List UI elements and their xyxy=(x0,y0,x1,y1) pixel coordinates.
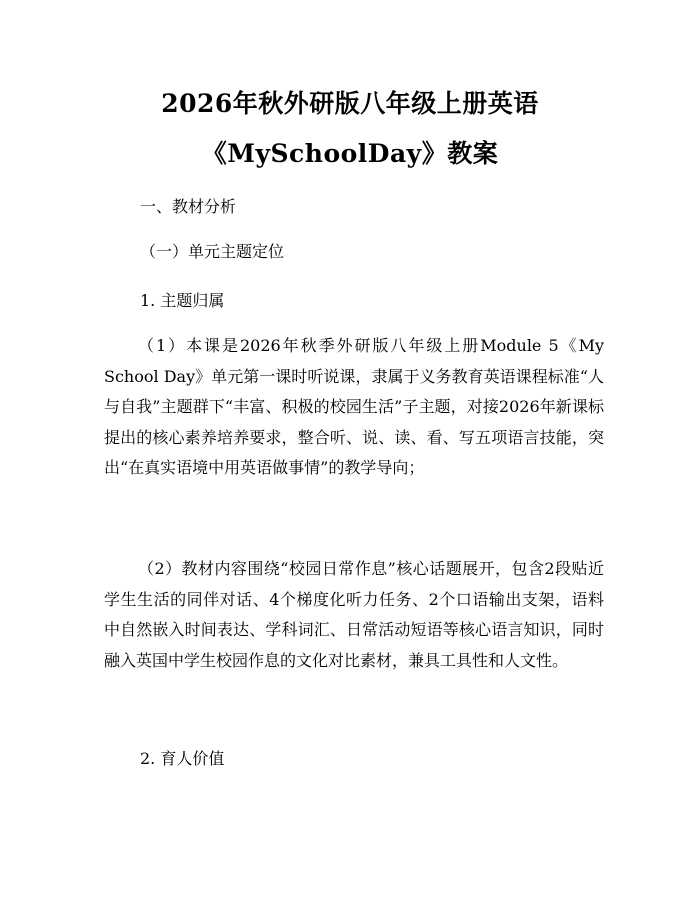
document-title-line-2: 《MySchoolDay》教案 xyxy=(201,139,499,168)
item-heading-theme-attribution: 1. 主题归属 xyxy=(140,291,225,310)
subsection-heading-unit-theme: （一）单元主题定位 xyxy=(140,242,285,261)
section-heading-textbook-analysis: 一、教材分析 xyxy=(140,197,237,216)
paragraph-1: （1）本课是2026年秋季外研版八年级上册Module 5《My School Day》单元第一课时听说课，隶属于义务教育英语课程标准“人与自我”主题群下“丰富、积极的校园生活”子主题，对接2026年新课标提出的核心素养培养要求，整合听、说、读、看、写五项语言技能，突出“在真实语境中用英语做事情”的教学导向； xyxy=(104,336,604,477)
item-heading-educational-value: 2. 育人价值 xyxy=(140,749,225,768)
document-title-line-1: 2026年秋外研版八年级上册英语 xyxy=(161,89,539,118)
paragraph-2: （2）教材内容围绕“校园日常作息”核心话题展开，包含2段贴近学生生活的同伴对话、4个梯度化听力任务、2个口语输出支架，语料中自然嵌入时间表达、学科词汇、日常活动短语等核心语言知识，同时融入英国中学生校园作息的文化对比素材，兼具工具性和人文性。 xyxy=(104,559,604,670)
